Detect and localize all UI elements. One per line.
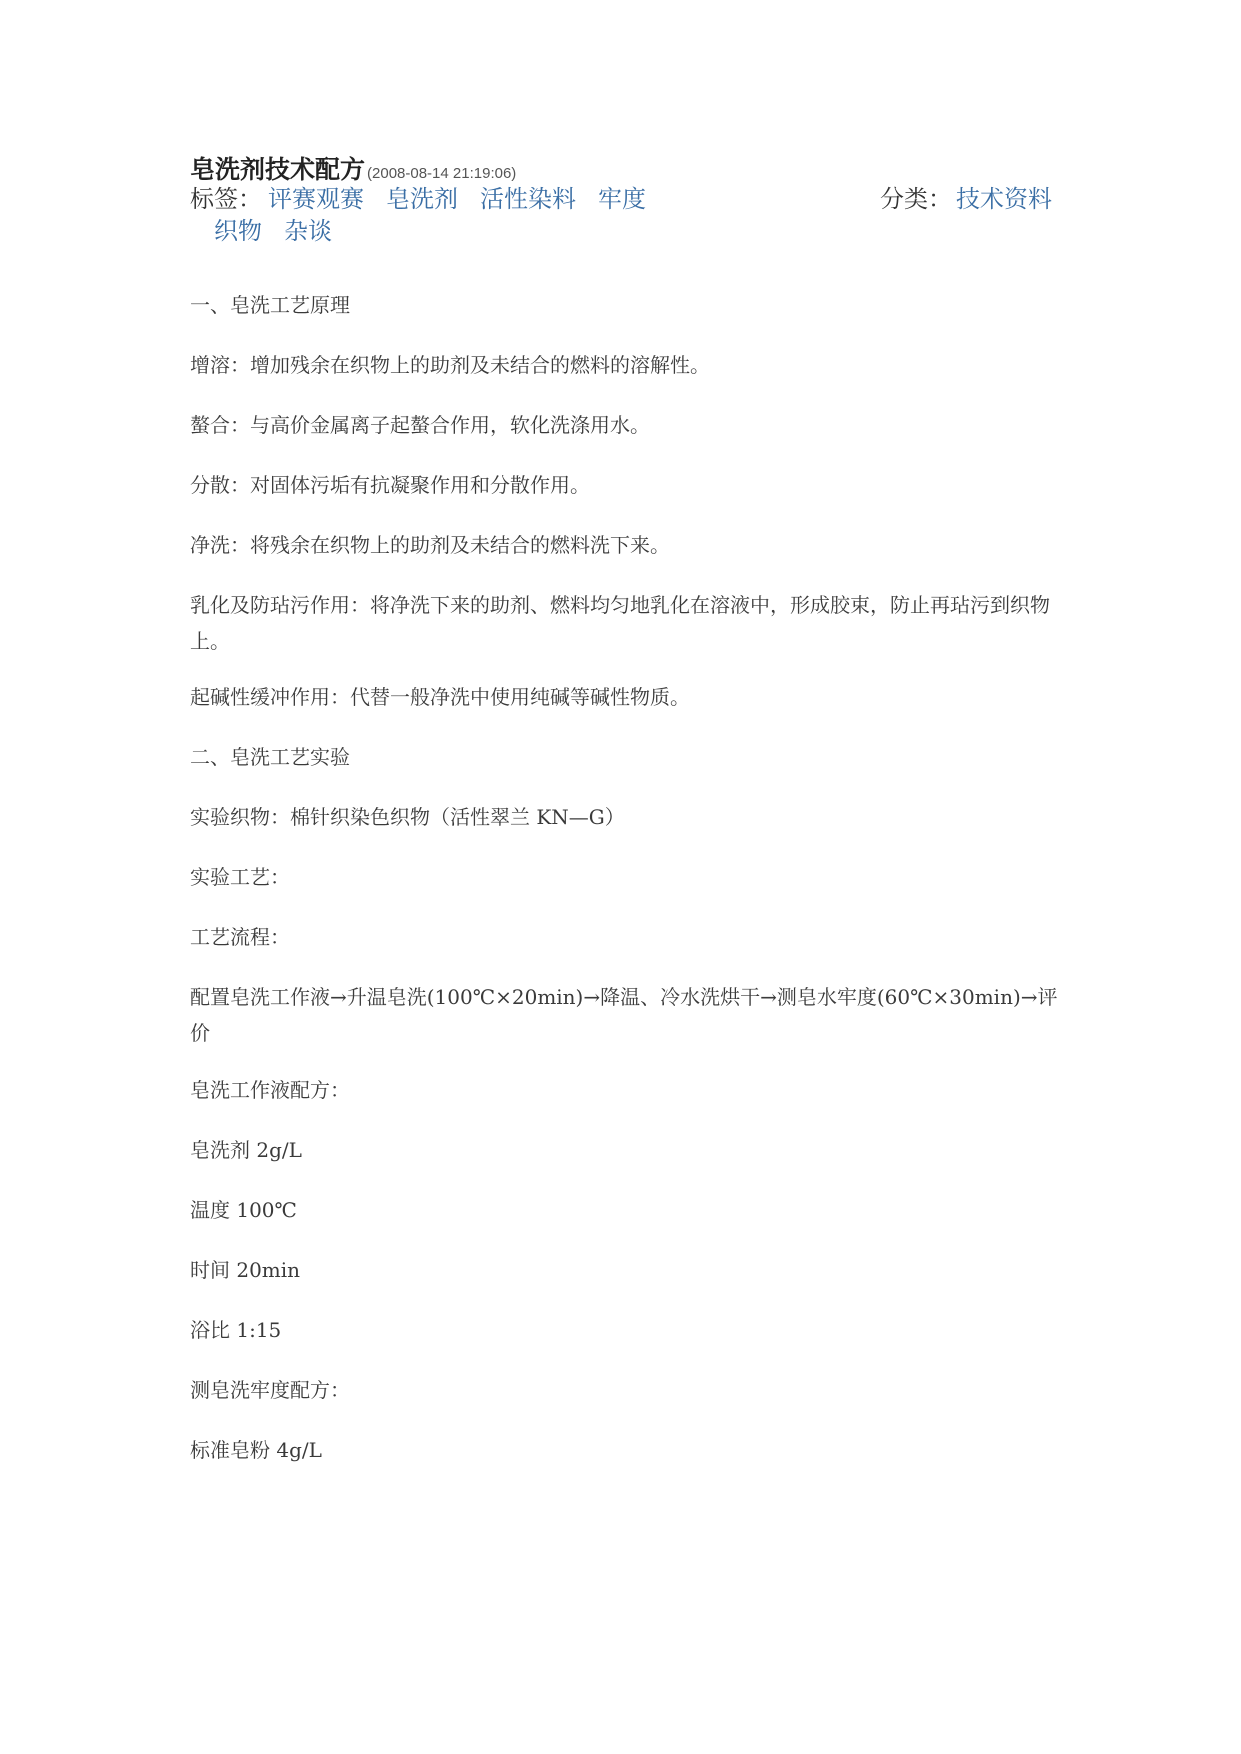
- tag-link[interactable]: 皂洗剂: [386, 185, 458, 213]
- body-paragraph: 分散：对固体污垢有抗凝聚作用和分散作用。: [190, 473, 590, 497]
- body-paragraph: 配置皂洗工作液→升温皂洗(100℃×20min)→降温、冷水洗烘干→测皂水牢度(60℃×30min)→评价: [190, 985, 1058, 1045]
- article-timestamp: (2008-08-14 21:19:06): [367, 165, 517, 182]
- body-paragraph: 增溶：增加残余在织物上的助剂及未结合的燃料的溶解性。: [190, 353, 710, 377]
- section-heading: 二、皂洗工艺实验: [190, 745, 350, 769]
- body-paragraph: 乳化及防玷污作用：将净洗下来的助剂、燃料均匀地乳化在溶液中，形成胶束，防止再玷污到织物上。: [190, 593, 1050, 653]
- article-header: [190, 150, 516, 186]
- tag-link[interactable]: 评赛观赛: [268, 185, 364, 213]
- body-paragraph: 测皂洗牢度配方：: [190, 1378, 350, 1402]
- article-title: 皂洗剂技术配方: [190, 155, 366, 184]
- body-paragraph: 时间 20min: [190, 1258, 301, 1282]
- body-paragraph: 实验织物：棉针织染色织物（活性翠兰 KN—G）: [190, 805, 625, 829]
- body-paragraph: 标准皂粉 4g/L: [190, 1438, 322, 1462]
- body-paragraph: 净洗：将残余在织物上的助剂及未结合的燃料洗下来。: [190, 533, 670, 557]
- body-paragraph: 皂洗工作液配方：: [190, 1078, 350, 1102]
- tag-link[interactable]: 活性染料: [480, 185, 576, 213]
- category-label: 分类：: [880, 185, 952, 213]
- category: [880, 183, 1052, 215]
- body-paragraph: 工艺流程：: [190, 925, 290, 949]
- body-paragraph: 温度 100℃: [190, 1198, 297, 1222]
- tag-list-line-1: [190, 183, 646, 215]
- tag-list-line-2: [214, 215, 332, 247]
- body-paragraph: 起碱性缓冲作用：代替一般净洗中使用纯碱等碱性物质。: [190, 685, 690, 709]
- body-paragraph: 螯合：与高价金属离子起螯合作用，软化洗涤用水。: [190, 413, 650, 437]
- tag-link[interactable]: 杂谈: [284, 217, 332, 245]
- body-paragraph: 实验工艺：: [190, 865, 290, 889]
- category-link[interactable]: 技术资料: [956, 185, 1052, 213]
- section-heading: 一、皂洗工艺原理: [190, 293, 350, 317]
- body-paragraph: 浴比 1:15: [190, 1318, 282, 1342]
- tags-label: 标签：: [190, 185, 262, 213]
- tag-link[interactable]: 织物: [214, 217, 262, 245]
- body-paragraph: 皂洗剂 2g/L: [190, 1138, 302, 1162]
- tag-link[interactable]: 牢度: [598, 185, 646, 213]
